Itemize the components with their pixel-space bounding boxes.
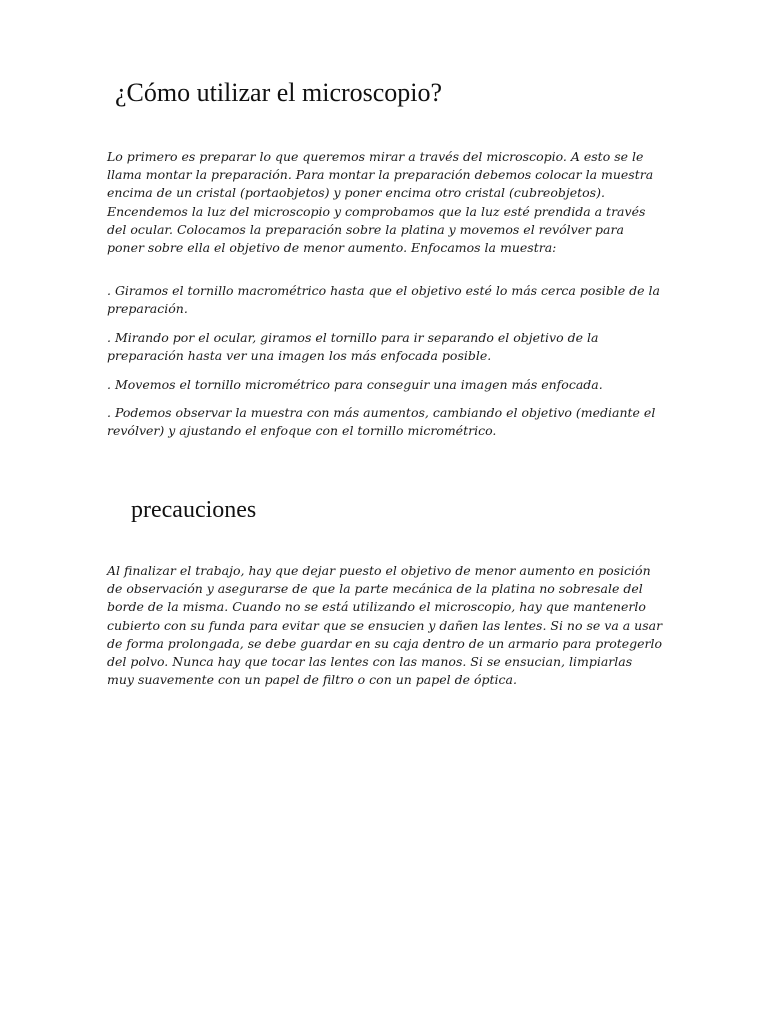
- step-item: . Movemos el tornillo micrométrico para conseguir una imagen más enfocada.: [107, 377, 603, 392]
- page-title: ¿Cómo utilizar el microscopio?: [115, 78, 443, 107]
- precautions-paragraph: Al finalizar el trabajo, hay que dejar puesto el objetivo de menor aumento en posición de observación y asegurarse de que la parte mecánica de la platina no sobresale del borde de la misma. Cuando no se está utilizando el microscopio, hay que mantenerlo cubierto con su funda para evitar que se ensucien y dañen las lentes. Si no se va a usar de forma prolongada, se debe guardar en su caja dentro de un armario para protegerlo del polvo. Nunca hay que tocar las lentes con las manos. Si se ensucian, limpiarlas muy suavemente con un papel de filtro o con un papel de óptica.: [107, 563, 663, 688]
- precautions-heading: precauciones: [131, 497, 257, 523]
- step-item: . Mirando por el ocular, giramos el tornillo para ir separando el objetivo de la preparación hasta ver una imagen los más enfocada posible.: [107, 330, 599, 364]
- intro-paragraph: Lo primero es preparar lo que queremos mirar a través del microscopio. A esto se le llama montar la preparación. Para montar la preparación debemos colocar la muestra encima de un cristal (portaobjetos) y poner encima otro cristal (cubreobjetos). Encendemos la luz del microscopio y comprobamos que la luz esté prendida a través del ocular. Colocamos la preparación sobre la platina y movemos el revólver para poner sobre ella el objetivo de menor aumento. Enfocamos la muestra:: [107, 149, 654, 256]
- step-item: . Podemos observar la muestra con más aumentos, cambiando el objetivo (mediante el revólver) y ajustando el enfoque con el tornillo micrométrico.: [107, 405, 656, 439]
- step-item: . Giramos el tornillo macrométrico hasta que el objetivo esté lo más cerca posible de la preparación.: [107, 283, 660, 317]
